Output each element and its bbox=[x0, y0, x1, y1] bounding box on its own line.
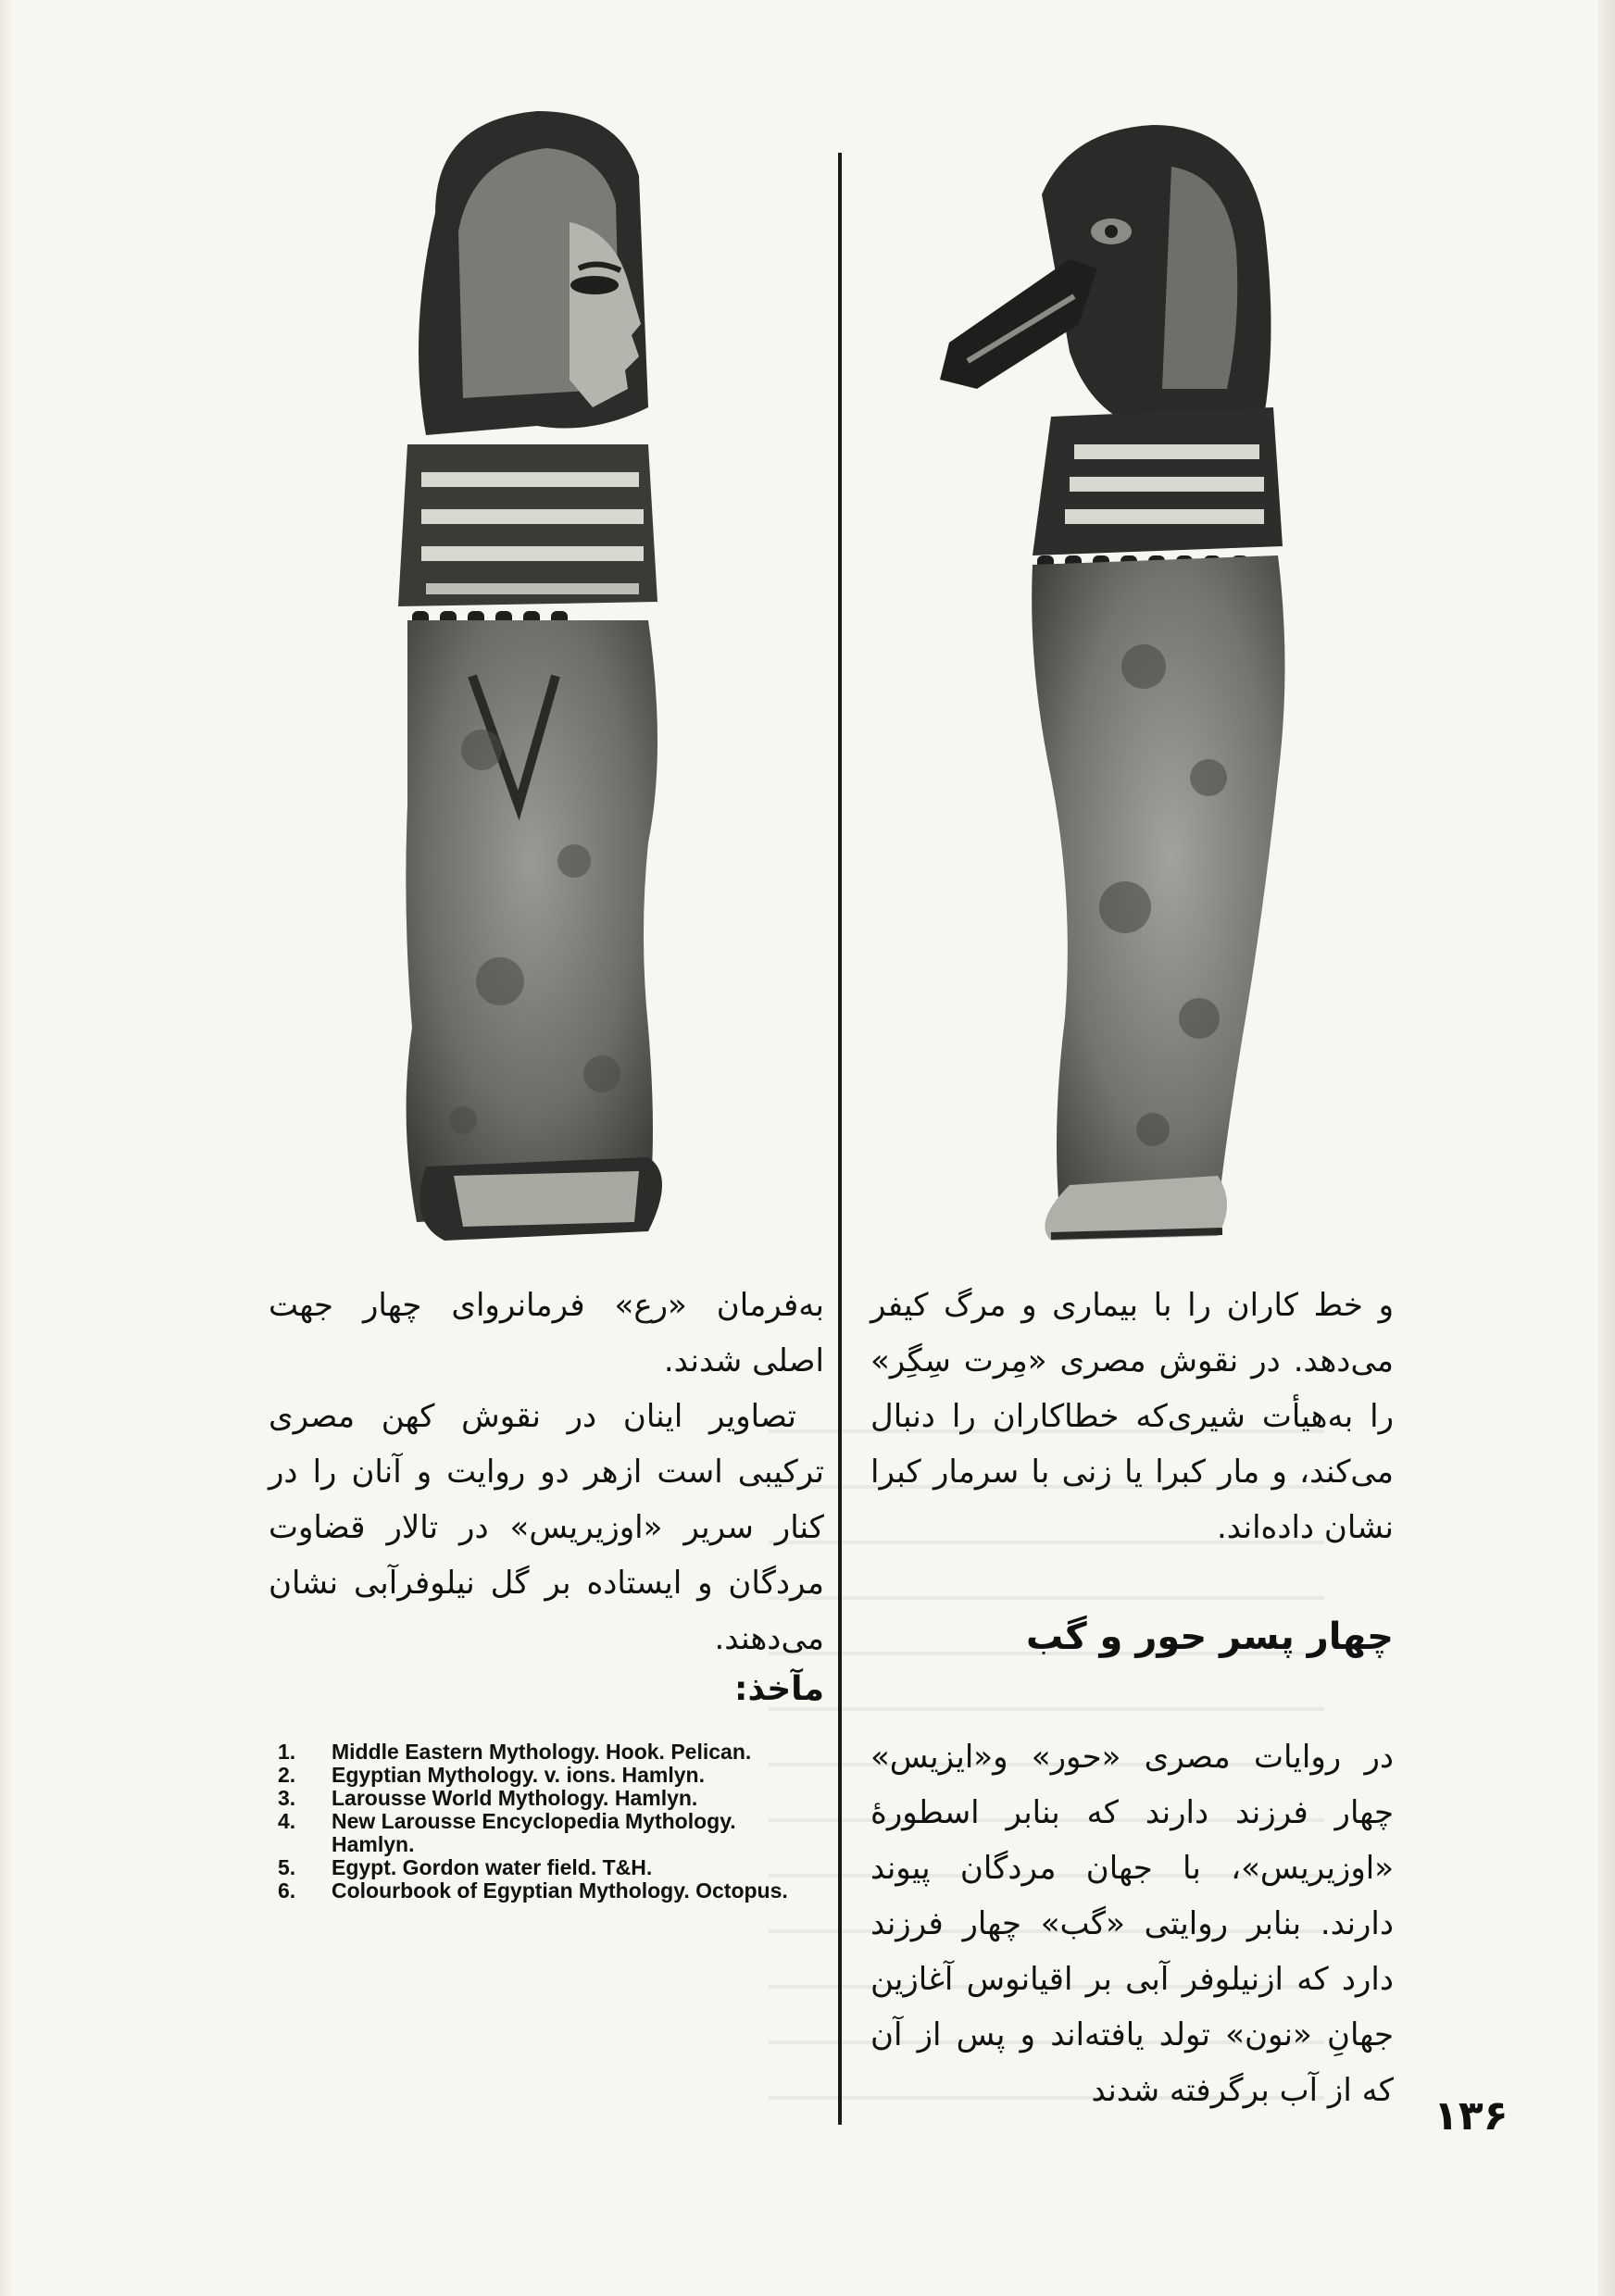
left-text-column bbox=[269, 1278, 824, 1731]
reference-number: 4. bbox=[278, 1809, 296, 1833]
reference-item bbox=[278, 1879, 806, 1903]
reference-number: 5. bbox=[278, 1855, 296, 1879]
page-number: ۱۳۶ bbox=[1433, 2092, 1509, 2140]
reference-text: Larousse World Mythology. Hamlyn. bbox=[332, 1786, 698, 1810]
right-paragraph-1: و خط کاران را با بیماری و مرگ کیفر می‌دهد. در نقوش مصری «مِرت سِگِر» را به‌هیأت شیری‌که خطاکاران را دنبال می‌کند، و مار کبرا یا زنی با سرمار کبرا نشان داده‌اند. bbox=[870, 1287, 1394, 1546]
reference-text: Egypt. Gordon water field. T&H. bbox=[332, 1855, 653, 1879]
reference-number: 6. bbox=[278, 1878, 296, 1903]
reference-number: 2. bbox=[278, 1763, 296, 1787]
reference-item bbox=[278, 1856, 806, 1879]
left-paragraph-2: تصاویر اینان در نقوش کهن مصری ترکیبی است ازهر دو روایت و آنان را در کنار سریر «اوزیریس» در تالار قضاوت مردگان و ایستاده بر گل نیلوفرآبی نشان می‌دهند. bbox=[269, 1398, 824, 1657]
reference-text: Colourbook of Egyptian Mythology. Octopus. bbox=[332, 1878, 788, 1903]
right-text-column bbox=[870, 1278, 1394, 2118]
jackal-headed-figurine-icon bbox=[912, 111, 1310, 1259]
reference-number: 3. bbox=[278, 1786, 296, 1810]
reference-number: 1. bbox=[278, 1740, 296, 1764]
reference-item bbox=[278, 1810, 806, 1856]
right-paragraph-2: در روایات مصری «حور» و«ایزیس» چهار فرزند دارند که بنابر اسطورهٔ «اوزیریس»، با جهان مردگان پیوند دارند. بنابر روایتی «گب» چهار فرزند دارد که ازنیلوفر آبی بر اقیانوس آغازین جهانِ «نون» تولد یافته‌اند و پس از آن که از آب برگرفته شدند bbox=[870, 1739, 1394, 2109]
reference-item bbox=[278, 1787, 806, 1810]
reference-text: Egyptian Mythology. v. ions. Hamlyn. bbox=[332, 1763, 705, 1787]
column-divider bbox=[838, 153, 842, 2125]
page-edge-right bbox=[1598, 0, 1615, 2296]
sources-title: مآخذ: bbox=[734, 1670, 824, 1708]
section-heading: چهار پسر حور و گب bbox=[1026, 1616, 1394, 1658]
reference-text: Middle Eastern Mythology. Hook. Pelican. bbox=[332, 1740, 752, 1764]
reference-item bbox=[278, 1764, 806, 1787]
reference-text: New Larousse Encyclopedia Mythology. Hamlyn. bbox=[332, 1809, 736, 1856]
page-edge-left bbox=[0, 0, 13, 2296]
references-list bbox=[278, 1741, 806, 1903]
human-headed-figurine-icon bbox=[370, 102, 713, 1268]
reference-item bbox=[278, 1741, 806, 1764]
left-paragraph-1: به‌فرمان «رع» فرمانروای چهار جهت اصلی شدند. bbox=[269, 1287, 824, 1379]
